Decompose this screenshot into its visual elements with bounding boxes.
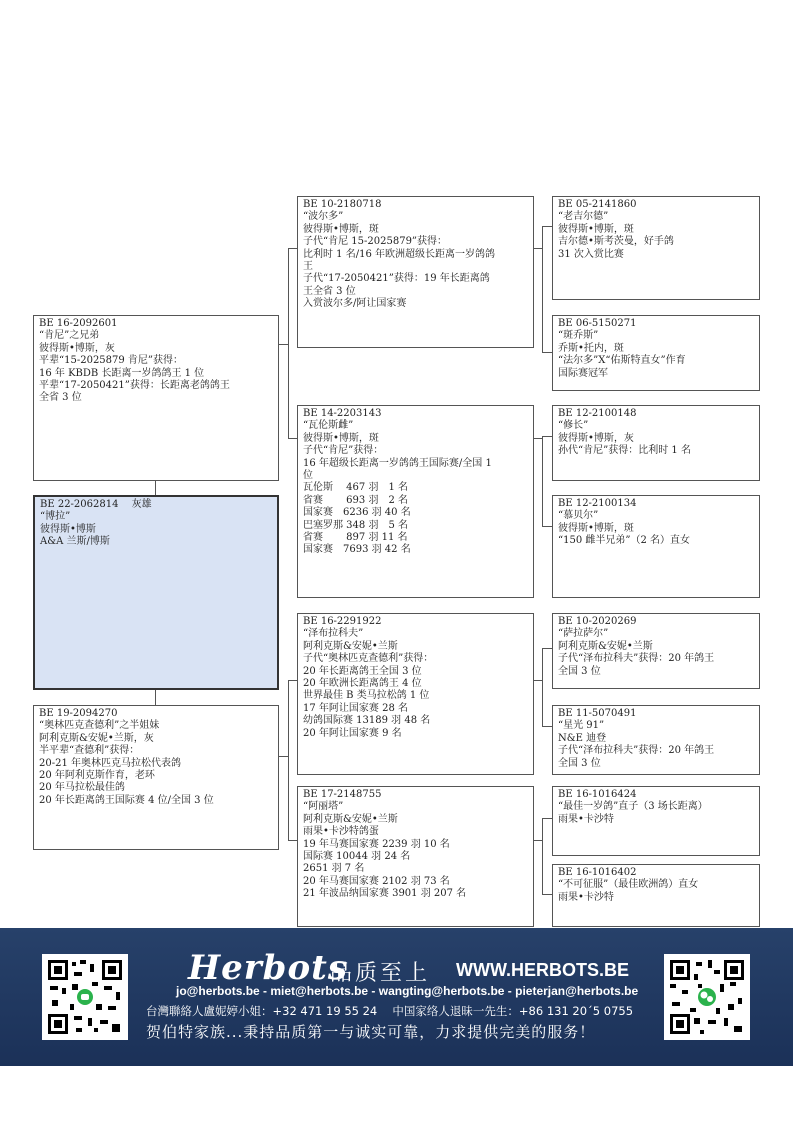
pedigree-text-line: 20-21 年奥林匹克马拉松代表鸽 <box>39 757 182 769</box>
pedigree-text-line: “最佳一岁鸽”直子（3 场长距离） <box>558 801 708 813</box>
pedigree-text-line: 雨果•卡沙特鸽蛋 <box>303 826 379 838</box>
pedigree-box-sire-sire-sire <box>552 196 760 300</box>
qr-code-right-icon <box>664 954 750 1040</box>
pedigree-text-line: 2651 羽 7 名 <box>303 863 365 875</box>
ring-number: BE 11-5070491 <box>558 708 637 719</box>
pedigree-text-line: “奥林匹克查德利”之半姐妹 <box>39 720 160 732</box>
connector-line <box>542 226 543 352</box>
pedigree-text-line: 省赛 693 羽 2 名 <box>303 494 408 506</box>
connector-line <box>534 840 542 841</box>
pedigree-text-line: 彼得斯•博斯，灰 <box>39 342 115 354</box>
connector-line <box>288 248 289 438</box>
pedigree-box-dam <box>33 705 279 850</box>
ring-number: BE 06-5150271 <box>558 318 637 329</box>
pedigree-box-dam-sire-dam <box>552 705 760 775</box>
footer-banner <box>0 928 793 1066</box>
pedigree-text-line: 阿利克斯&安妮•兰斯 <box>303 640 398 652</box>
pedigree-text-line: 孙代“肯尼”获得：比利时 1 名 <box>558 445 691 457</box>
connector-line <box>542 648 552 649</box>
pedigree-text-line: 入赏波尔多/阿让国家赛 <box>303 298 407 310</box>
pedigree-text-line: 20 年阿利克斯作育，老环 <box>39 770 155 782</box>
pedigree-text-line: “泽布拉科夫” <box>303 628 364 640</box>
pedigree-text-line: 子代“17-2050421”获得：19 年长距离鸽 <box>303 273 490 285</box>
pedigree-text-line: 20 年阿让国家赛 9 名 <box>303 727 402 739</box>
pedigree-text-line: 吉尔德•斯考茨曼，好手鸽 <box>558 236 674 248</box>
ring-number: BE 16-2291922 <box>303 616 382 627</box>
pedigree-box-dam-dam-dam <box>552 864 760 927</box>
connector-line <box>288 680 297 681</box>
connector-line <box>279 756 288 757</box>
pedigree-text-line: “慕贝尔” <box>558 510 599 522</box>
pedigree-text-line: 彼得斯•博斯 <box>40 523 96 535</box>
pedigree-text-line: 子代“肯尼 15-2025879”获得： <box>303 236 448 248</box>
pedigree-text-line: 雨果•卡沙特 <box>558 813 614 825</box>
pedigree-text-line: 巴塞罗那 348 羽 5 名 <box>303 519 408 531</box>
pedigree-text-line: 彼得斯•博斯，斑 <box>558 522 634 534</box>
ring-number: BE 16-1016424 <box>558 789 637 800</box>
pedigree-text-line: 平辈“17-2050421”获得：长距离老鸽鸽王 <box>39 380 230 392</box>
ring-number: BE 12-2100148 <box>558 408 637 419</box>
connector-line <box>542 352 552 353</box>
pedigree-text-line: “瓦伦斯雌” <box>303 420 354 432</box>
pedigree-box-sire-dam-sire <box>552 405 760 481</box>
pedigree-text-line: 全国 3 位 <box>558 665 601 677</box>
pedigree-text-line: 20 年马赛国家赛 2102 羽 73 名 <box>303 875 450 887</box>
pedigree-text-line: “博拉” <box>40 511 71 523</box>
pedigree-text-line: 20 年马拉松最佳鸽 <box>39 782 125 794</box>
connector-line <box>542 648 543 726</box>
pedigree-text-line: “波尔多” <box>303 211 344 223</box>
pedigree-text-line: 位 <box>303 470 313 482</box>
pedigree-text-line: “萨拉萨尔” <box>558 628 609 640</box>
pedigree-text-line: 瓦伦斯 467 羽 1 名 <box>303 482 408 494</box>
pedigree-text-line: N&E 迪登 <box>558 732 607 744</box>
pedigree-text-line: 半平辈“查德利”获得： <box>39 745 140 757</box>
connector-line <box>542 226 552 227</box>
pedigree-box-subject <box>33 495 279 690</box>
connector-line <box>155 690 156 706</box>
pedigree-text-line: 20 年长距离鸽王全国 3 位 <box>303 665 422 677</box>
pedigree-text-line: 乔斯•托内，斑 <box>558 342 624 354</box>
pedigree-text-line: 17 年阿让国家赛 28 名 <box>303 702 408 714</box>
pedigree-text-line: 16 年超级长距离一岁鸽鸽王国际赛/全国 1 <box>303 457 492 469</box>
ring-number: BE 16-1016402 <box>558 867 637 878</box>
pedigree-text-line: 彼得斯•博斯，斑 <box>303 432 379 444</box>
pedigree-text-line: “150 雌半兄弟”（2 名）直女 <box>558 535 691 547</box>
pedigree-text-line: 彼得斯•博斯，斑 <box>303 223 379 235</box>
connector-line <box>279 344 288 345</box>
connector-line <box>534 438 542 439</box>
pedigree-text-line: “修长” <box>558 420 589 432</box>
pedigree-text-line: 王全省 3 位 <box>303 285 356 297</box>
ring-number: BE 10-2020269 <box>558 616 637 627</box>
pedigree-text-line: 比利时 1 名/16 年欧洲超级长距离一岁鸽鸽 <box>303 248 495 260</box>
pedigree-text-line: A&A 兰斯/博斯 <box>40 536 110 548</box>
pedigree-text-line: 阿利克斯&安妮•兰斯 <box>303 813 398 825</box>
ring-number: BE 16-2092601 <box>39 318 118 329</box>
pedigree-text-line: 阿利克斯&安妮•兰斯，灰 <box>39 732 154 744</box>
pedigree-text-line: 20 年长距离鸽王国际赛 4 位/全国 3 位 <box>39 794 214 806</box>
pedigree-text-line: 子代“泽布拉科夫”获得：20 年鸽王 <box>558 745 715 757</box>
pedigree-text-line: “斑乔斯” <box>558 330 599 342</box>
pedigree-text-line: “老吉尔德” <box>558 211 609 223</box>
pedigree-text-line: 世界最佳 B 类马拉松鸽 1 位 <box>303 690 430 702</box>
connector-line <box>542 894 552 895</box>
pedigree-text-line: “阿丽塔” <box>303 801 344 813</box>
connector-line <box>288 680 289 840</box>
footer-slogan: 贺伯特家族...秉持品质第一与诚实可靠，力求提供完美的服务！ <box>146 1023 596 1041</box>
pedigree-text-line: “不可征服”（最佳欧洲鸽）直女 <box>558 879 699 891</box>
ring-number: BE 10-2180718 <box>303 199 382 210</box>
pedigree-box-dam-sire-sire <box>552 613 760 689</box>
brand-logo: Herbots <box>188 948 348 988</box>
ring-number: BE 05-2141860 <box>558 199 637 210</box>
connector-line <box>288 438 297 439</box>
connector-line <box>542 818 552 819</box>
connector-line <box>542 436 543 526</box>
ring-number: BE 12-2100134 <box>558 498 637 509</box>
pedigree-text-line: 全省 3 位 <box>39 392 82 404</box>
pedigree-box-sire-dam <box>297 405 534 598</box>
pedigree-text-line: 幼鸽国际赛 13189 羽 48 名 <box>303 715 431 727</box>
pedigree-text-line: 国际赛冠军 <box>558 367 608 379</box>
pedigree-text-line: 国际赛 10044 羽 24 名 <box>303 851 411 863</box>
pedigree-text-line: 平辈“15-2025879 肯尼”获得： <box>39 355 184 367</box>
connector-line <box>534 680 542 681</box>
qr-code-left-icon <box>42 954 128 1040</box>
connector-line <box>542 436 552 437</box>
pedigree-text-line: 阿利克斯&安妮•兰斯 <box>558 640 653 652</box>
pedigree-text-line: 彼得斯•博斯，灰 <box>558 432 634 444</box>
pedigree-text-line: 21 年波品纳国家赛 3901 羽 207 名 <box>303 888 467 900</box>
pedigree-text-line: 国家赛 6236 羽 40 名 <box>303 507 411 519</box>
pedigree-text-line: 20 年欧洲长距离鸽王 4 位 <box>303 678 422 690</box>
pedigree-text-line: 子代“肯尼”获得： <box>303 445 384 457</box>
pedigree-box-dam-sire <box>297 613 534 775</box>
connector-line <box>288 840 297 841</box>
pedigree-box-dam-dam-sire <box>552 786 760 856</box>
pedigree-box-sire-dam-dam <box>552 495 760 598</box>
brand-tagline: 品质至上 <box>330 961 431 986</box>
pedigree-text-line: 彼得斯•博斯，斑 <box>558 223 634 235</box>
pedigree-text-line: 子代“奥林匹克查德利”获得： <box>303 653 434 665</box>
pedigree-text-line: 王 <box>303 261 313 273</box>
ring-number: BE 19-2094270 <box>39 708 118 719</box>
pedigree-text-line: 全国 3 位 <box>558 757 601 769</box>
pedigree-text-line: 19 年马赛国家赛 2239 羽 10 名 <box>303 838 450 850</box>
pedigree-text-line: “法尔多”X“佑斯特直女”作育 <box>558 355 686 367</box>
connector-line <box>155 481 156 496</box>
pedigree-text-line: “肯尼”之兄弟 <box>39 330 100 342</box>
website-link[interactable]: WWW.HERBOTS.BE <box>456 960 629 980</box>
contact-phones: 台灣聯絡人盧妮婷小姐：+32 471 19 55 24 中国家络人退昧一先生：+86 131 20´5 0755 <box>146 1004 634 1018</box>
pedigree-box-sire <box>33 315 279 481</box>
pedigree-box-sire-sire-dam <box>552 315 760 391</box>
pedigree-box-dam-dam <box>297 786 534 927</box>
connector-line <box>542 818 543 894</box>
connector-line <box>542 726 552 727</box>
pedigree-box-sire-sire <box>297 196 534 348</box>
pedigree-text-line: 省赛 897 羽 11 名 <box>303 532 408 544</box>
pedigree-text-line: 31 次入赏比赛 <box>558 248 624 260</box>
connector-line <box>288 248 297 249</box>
ring-number: BE 14-2203143 <box>303 408 382 419</box>
connector-line <box>542 526 552 527</box>
pedigree-text-line: 雨果•卡沙特 <box>558 891 614 903</box>
ring-number: BE 22-2062814 灰雄 <box>40 499 152 510</box>
connector-line <box>534 248 542 249</box>
contact-emails[interactable]: jo@herbots.be - miet@herbots.be - wangting@herbots.be - pieterjan@herbots.be <box>176 984 639 998</box>
pedigree-text-line: 国家赛 7693 羽 42 名 <box>303 544 411 556</box>
pedigree-text-line: 16 年 KBDB 长距离一岁鸽鸽王 1 位 <box>39 367 205 379</box>
pedigree-text-line: 子代“泽布拉科夫”获得：20 年鸽王 <box>558 653 715 665</box>
ring-number: BE 17-2148755 <box>303 789 382 800</box>
pedigree-text-line: “星光 91” <box>558 720 605 732</box>
